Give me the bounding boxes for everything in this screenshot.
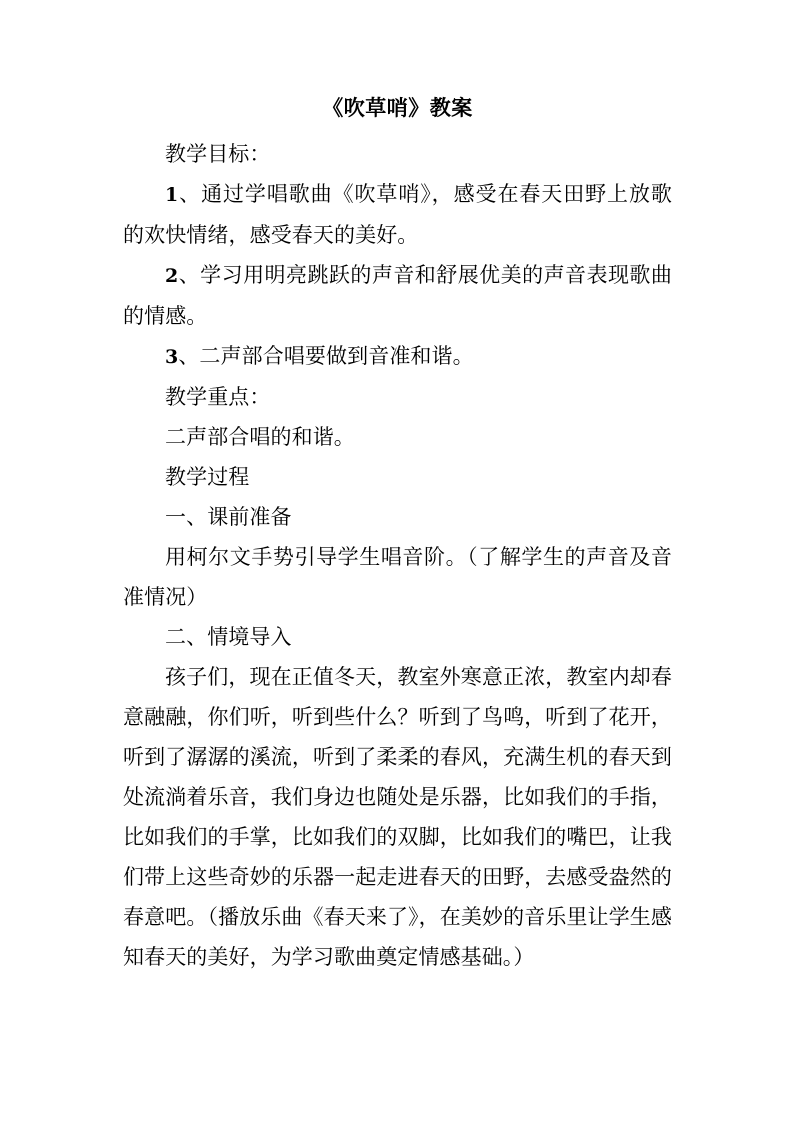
teaching-goal-item-3: 3、二声部合唱要做到音准和谐。 [165,344,474,368]
section-heading-situation-intro: 二、情境导入 [165,625,292,649]
page-title: 《吹草哨》教案 [322,96,473,120]
section-text-situation-intro: 孩子们，现在正值冬天，教室外寒意正浓，教室内却春意融融，你们听，听到些什么？听到了鸟鸣，听到了花开，听到了潺潺的溪流，听到了柔柔的春风，充满生机的春天到处流淌着乐音，我们身边也随处是乐器，比如我们的手指，比如我们的手掌，比如我们的双脚，比如我们的嘴巴，让我们带上这些奇妙的乐器一起走进春天的田野，去感受盎然的春意吧。（播放乐曲《春天来了》，在美妙的音乐里让学生感知春天的美好，为学习歌曲奠定情感基础。） [123,665,672,969]
teaching-focus-text: 二声部合唱的和谐。 [165,425,355,449]
teaching-goals-heading: 教学目标： [165,142,271,166]
teaching-goal-item-1: 1、通过学唱歌曲《吹草哨》，感受在春天田野上放歌的欢快情绪，感受春天的美好。 [123,182,672,247]
section-text-preparation: 用柯尔文手势引导学生唱音阶。（了解学生的声音及音准情况） [123,545,672,609]
document-body [123,88,672,977]
teaching-goal-item-2: 2、学习用明亮跳跃的声音和舒展优美的声音表现歌曲的情感。 [123,263,672,328]
section-heading-preparation: 一、课前准备 [165,505,292,529]
teaching-process-heading: 教学过程 [165,465,250,489]
teaching-focus-heading: 教学重点： [165,385,271,409]
